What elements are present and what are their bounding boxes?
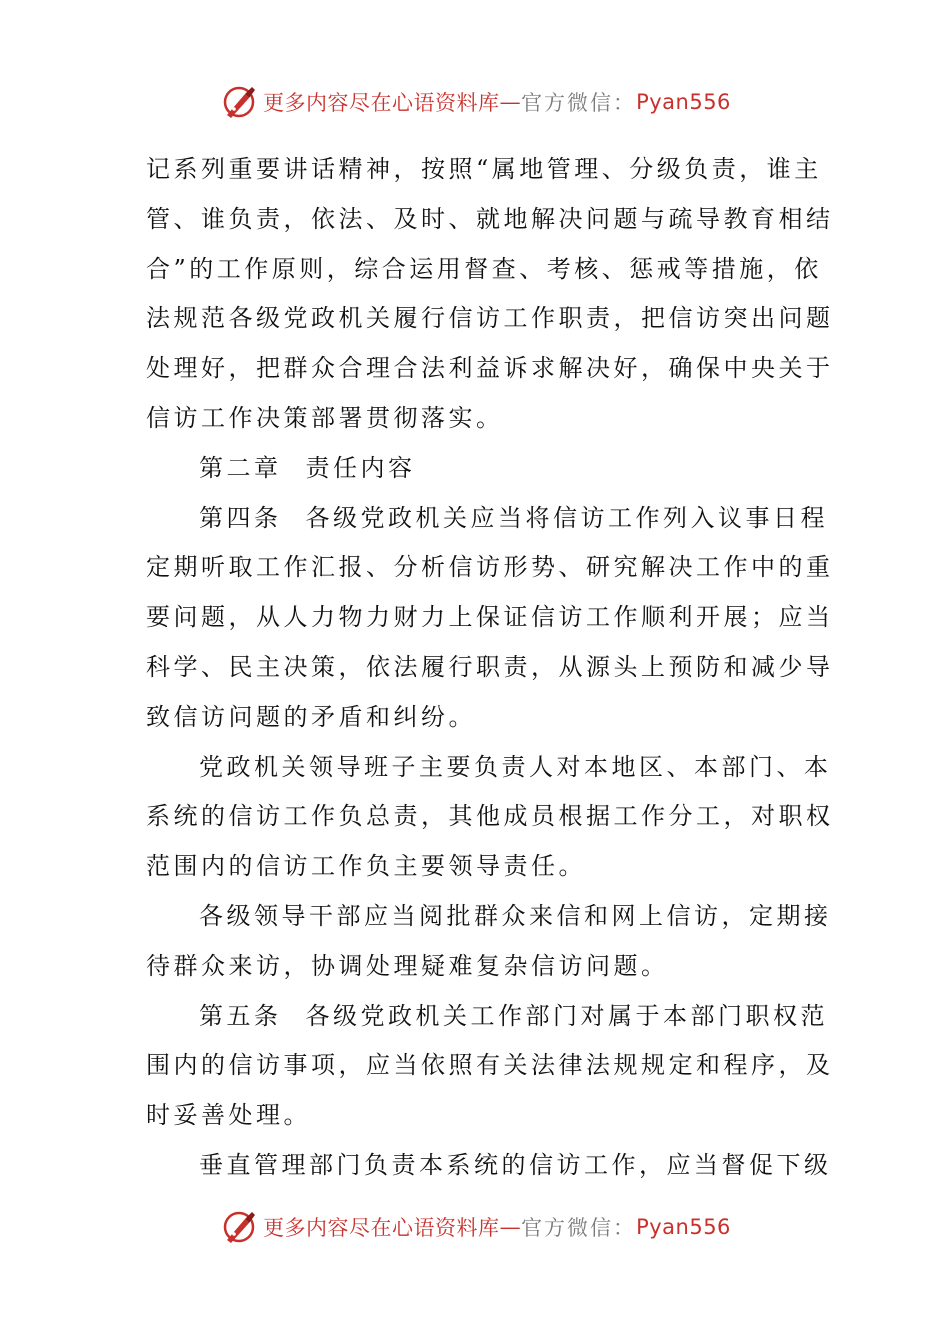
watermark-wechat-id: Pyan556 — [636, 90, 731, 114]
watermark-dash: — — [499, 1215, 522, 1239]
chapter-title: 责任内容 — [305, 453, 416, 482]
article-label: 第四条 — [199, 503, 282, 532]
paragraph-leaders — [146, 743, 834, 892]
watermark-text: 更多内容尽在心语资料库 — [263, 91, 500, 115]
text-line: 致信访问题的矛盾和纠纷。 — [146, 702, 476, 731]
text-line: 系统的信访工作负总责，其他成员根据工作分工，对职权 — [146, 802, 834, 831]
text-line: 要问题，从人力物力财力上保证信访工作顺利开展；应当 — [146, 603, 834, 632]
watermark-dash: — — [499, 90, 522, 114]
text-line: 处理好，把群众合理合法利益诉求解决好，确保中央关于 — [146, 354, 834, 383]
text-line: 各级领导干部应当阅批群众来信和网上信访，定期接 — [199, 901, 832, 930]
text-line: 时妥善处理。 — [146, 1101, 311, 1130]
article-4 — [146, 494, 834, 743]
paragraph-vertical-management — [146, 1141, 832, 1191]
header-watermark — [0, 80, 950, 124]
footer-watermark — [0, 1205, 950, 1249]
pen-nib-logo-icon — [219, 1207, 259, 1247]
paragraph-continuation — [146, 145, 834, 444]
chapter-heading — [146, 444, 806, 494]
watermark-text: 更多内容尽在心语资料库 — [263, 1216, 500, 1240]
text-line: 记系列重要讲话精神，按照“属地管理、分级负责，谁主 — [146, 155, 822, 183]
text-line: 管、谁负责，依法、及时、就地解决问题与疏导教育相结 — [146, 204, 834, 233]
text-line: 合”的工作原则，综合运用督查、考核、惩戒等措施，依 — [146, 254, 822, 283]
paragraph-cadres — [146, 892, 832, 992]
text-line: 科学、民主决策，依法履行职责，从源头上预防和减少导 — [146, 652, 834, 681]
text-line: 范围内的信访工作负主要领导责任。 — [146, 852, 586, 881]
text-line: 各级党政机关应当将信访工作列入议事日程 — [305, 503, 828, 532]
text-line: 各级党政机关工作部门对属于本部门职权范 — [305, 1001, 828, 1030]
article-label: 第五条 — [199, 1001, 282, 1030]
text-line: 法规范各级党政机关履行信访工作职责，把信访突出问题 — [146, 304, 834, 333]
text-line: 信访工作决策部署贯彻落实。 — [146, 403, 504, 432]
text-line: 围内的信访事项，应当依照有关法律法规规定和程序，及 — [146, 1051, 834, 1080]
article-5 — [146, 992, 834, 1141]
document-body — [146, 145, 834, 1191]
text-line: 定期听取工作汇报、分析信访形势、研究解决工作中的重 — [146, 553, 834, 582]
text-line: 垂直管理部门负责本系统的信访工作，应当督促下级 — [199, 1150, 832, 1179]
watermark-wechat-id: Pyan556 — [636, 1215, 731, 1239]
pen-nib-logo-icon — [219, 82, 259, 122]
chapter-number: 第二章 — [199, 453, 282, 482]
watermark-wechat-label: 官方微信： — [521, 91, 637, 115]
text-line: 党政机关领导班子主要负责人对本地区、本部门、本 — [199, 752, 832, 781]
watermark-wechat-label: 官方微信： — [521, 1216, 637, 1240]
text-line: 待群众来访，协调处理疑难复杂信访问题。 — [146, 951, 669, 980]
